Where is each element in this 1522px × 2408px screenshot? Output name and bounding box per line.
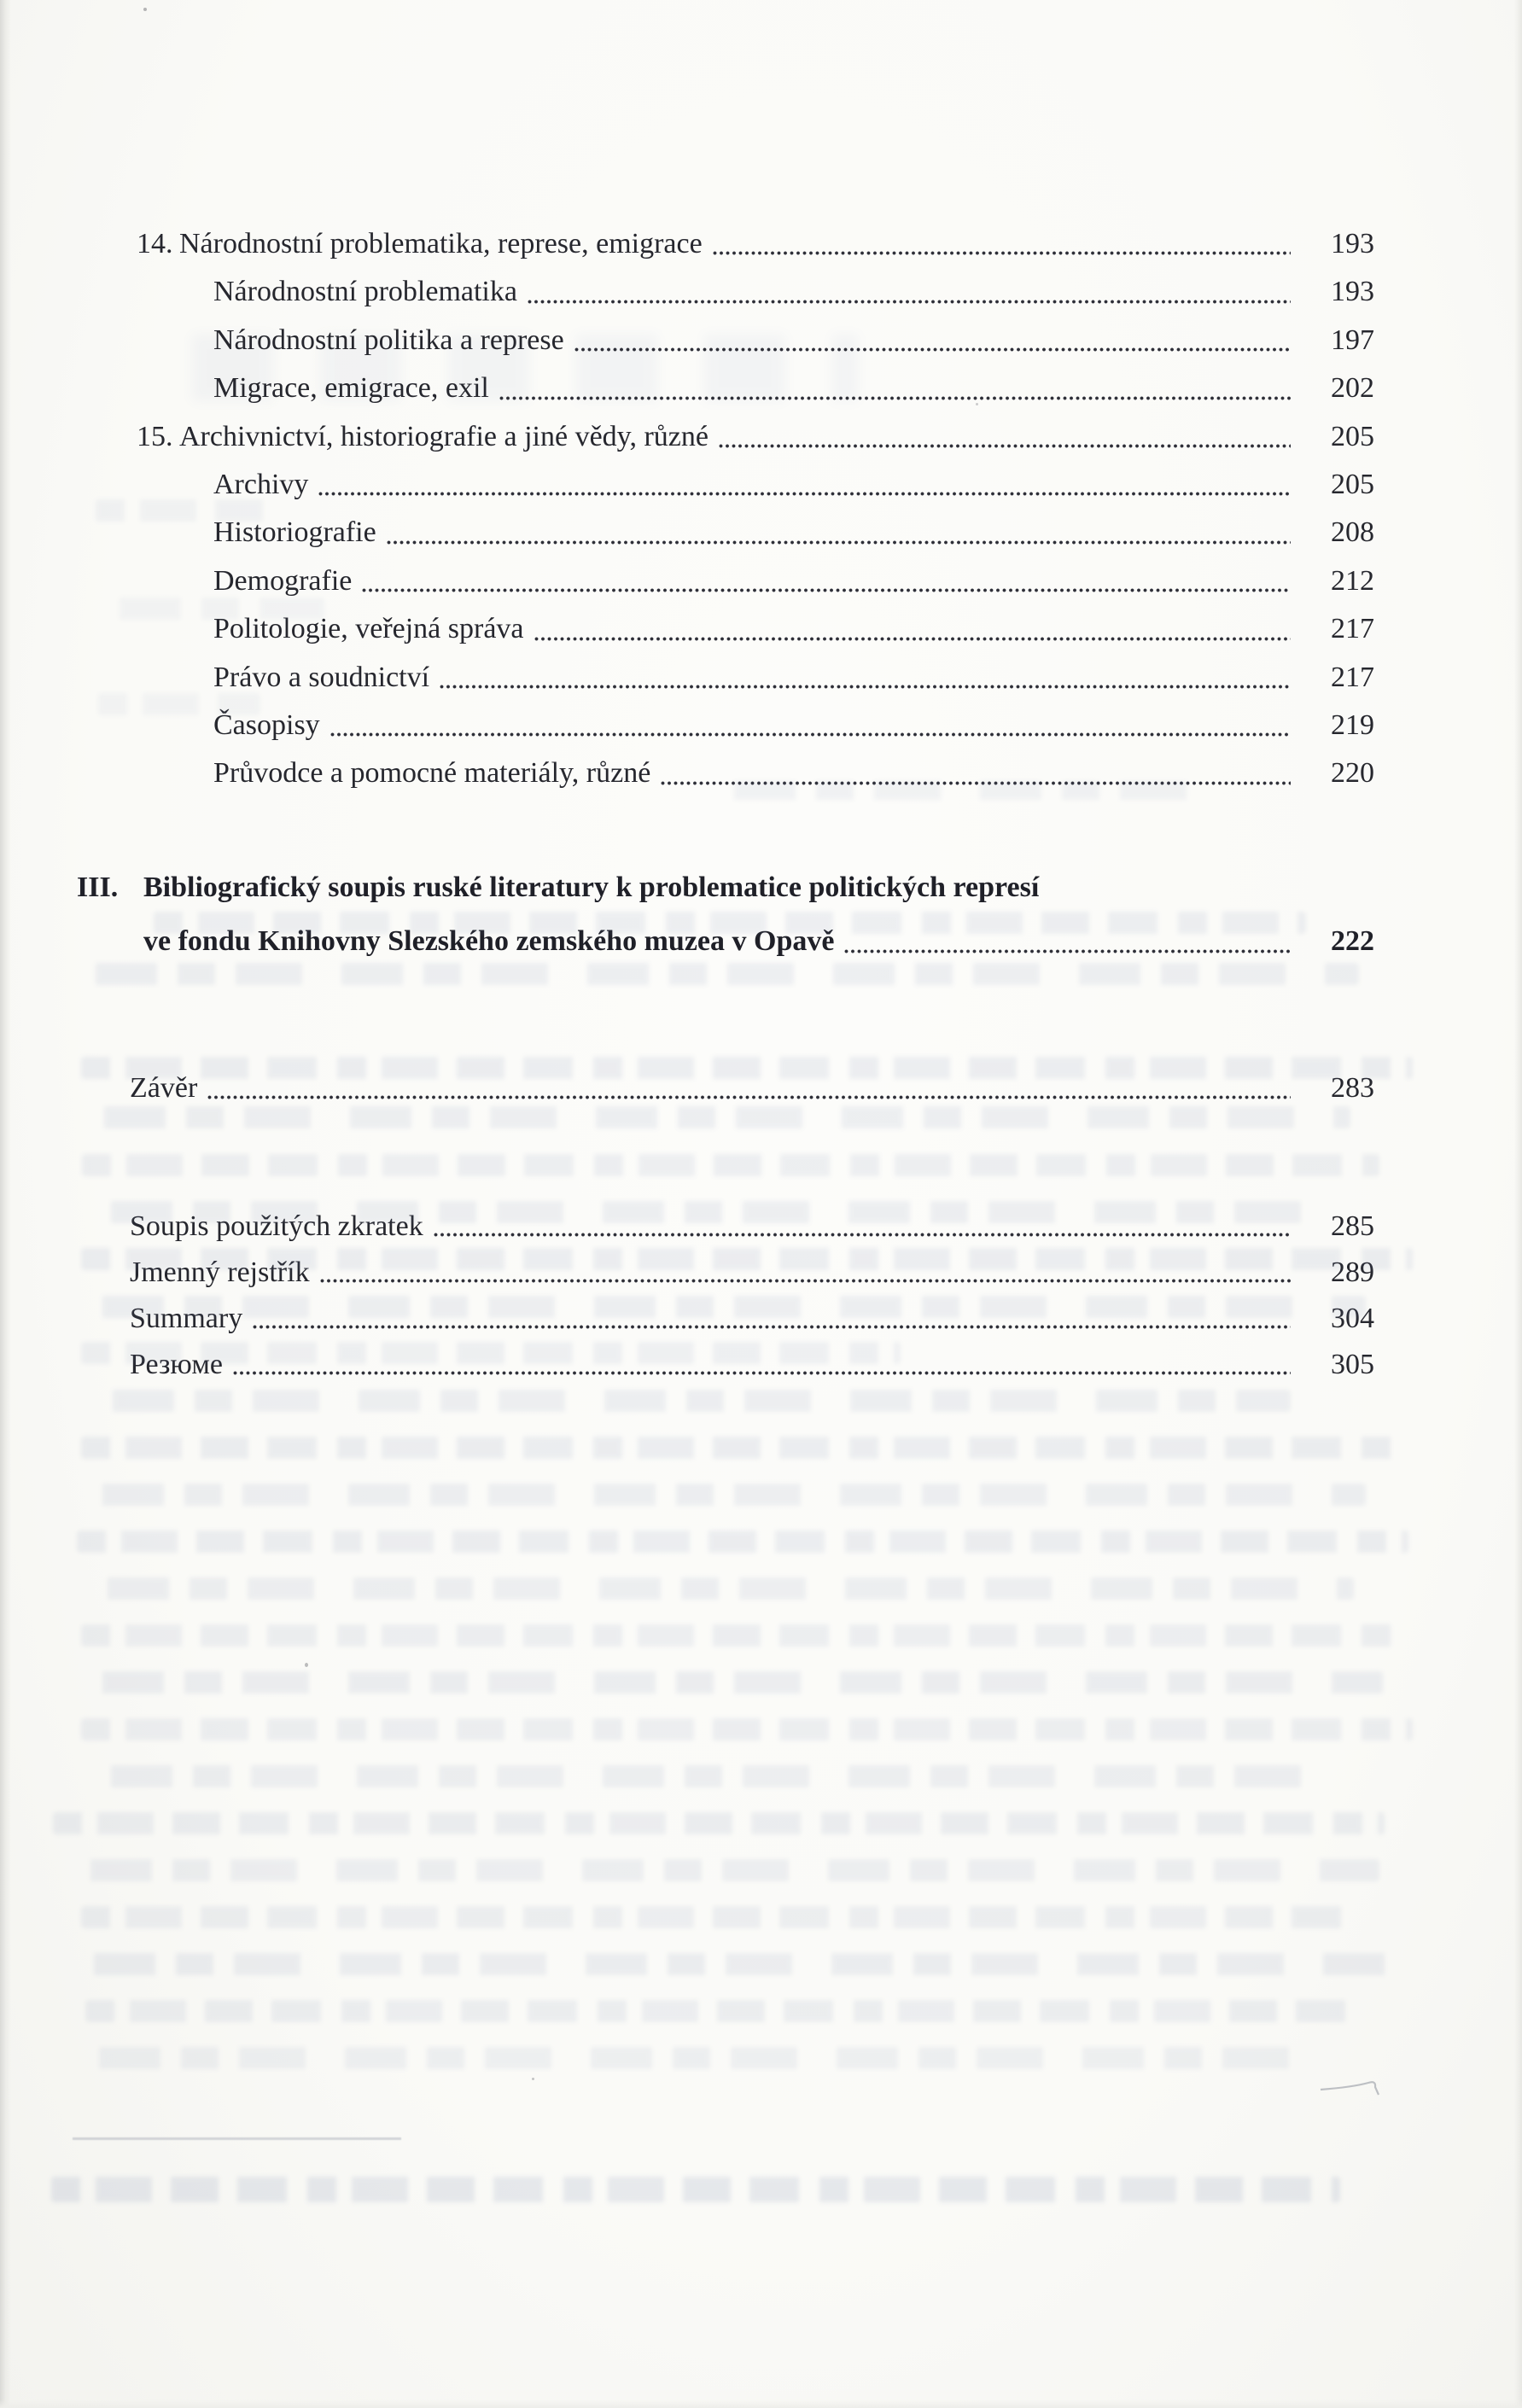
stray-mark bbox=[1319, 2076, 1391, 2098]
dot-leader bbox=[713, 251, 1291, 255]
bleed-through-line bbox=[73, 1859, 1379, 1881]
bleed-through-line bbox=[85, 1671, 1383, 1694]
dot-leader bbox=[440, 685, 1291, 689]
toc-entry-page: 222 bbox=[1331, 925, 1374, 957]
bleed-through-line bbox=[154, 912, 1306, 934]
toc-entry-label bbox=[137, 220, 703, 268]
toc-entry-page: 304 bbox=[1331, 1303, 1374, 1334]
dot-leader bbox=[253, 1325, 1291, 1329]
bleed-through-line bbox=[94, 1765, 1332, 1787]
toc-entry-page: 193 bbox=[1331, 276, 1374, 308]
toc-entry-page: 202 bbox=[1331, 372, 1374, 405]
dot-leader bbox=[362, 588, 1291, 592]
toc-entry-title: Závěr bbox=[130, 1072, 198, 1104]
dot-leader bbox=[574, 347, 1291, 352]
toc-entry-title: Soupis použitých zkratek bbox=[130, 1210, 423, 1242]
toc-entry-page: 205 bbox=[1331, 420, 1374, 452]
bleed-through-line bbox=[90, 1577, 1354, 1600]
bleed-through-line bbox=[82, 2047, 1303, 2069]
bleed-through-line bbox=[81, 1342, 901, 1364]
bleed-through-line bbox=[85, 2000, 1349, 2022]
bleed-through-line bbox=[81, 1437, 1404, 1459]
toc-entry bbox=[0, 317, 1374, 364]
dust-speck bbox=[532, 2078, 534, 2080]
dot-leader bbox=[233, 1371, 1291, 1375]
bleed-through-line bbox=[81, 1718, 1413, 1740]
dust-speck bbox=[976, 403, 978, 405]
toc-entry-title: Резюме bbox=[130, 1349, 223, 1380]
toc-entry bbox=[0, 268, 1374, 316]
toc-entry-page: 305 bbox=[1331, 1349, 1374, 1380]
toc-entry-label bbox=[137, 413, 709, 461]
toc-entry-number: 15. bbox=[137, 420, 173, 452]
toc-entry bbox=[0, 413, 1374, 461]
bleed-through-line bbox=[717, 781, 1195, 800]
dust-speck bbox=[143, 8, 147, 11]
bleed-through-line bbox=[96, 499, 275, 522]
part-heading-line1 bbox=[77, 860, 1374, 914]
bleed-footnote-line bbox=[51, 2177, 1340, 2202]
part-number: III. bbox=[77, 872, 119, 903]
toc-entry-title: Jmenný rejstřík bbox=[130, 1256, 310, 1288]
toc-entry-page: 289 bbox=[1331, 1256, 1374, 1288]
dot-leader bbox=[320, 1279, 1291, 1283]
bleed-through-line bbox=[102, 598, 324, 620]
toc-entry-page: 285 bbox=[1331, 1210, 1374, 1242]
scan-edge-right bbox=[1514, 0, 1522, 2408]
dot-leader bbox=[387, 540, 1291, 545]
dot-leader bbox=[534, 637, 1291, 641]
toc-entry-title: Demografie bbox=[213, 564, 353, 597]
dot-leader bbox=[318, 492, 1291, 496]
toc-entry-page: 208 bbox=[1331, 516, 1374, 549]
bleed-through-line bbox=[53, 1812, 1385, 1834]
toc-entry-title: Politologie, veřejná správa bbox=[213, 613, 524, 645]
dot-leader bbox=[844, 949, 1291, 953]
bleed-through-line bbox=[81, 1057, 1413, 1079]
dot-leader bbox=[330, 732, 1291, 737]
dot-leader bbox=[528, 300, 1291, 304]
bleed-through-line bbox=[82, 1154, 1379, 1176]
bleed-through-line bbox=[85, 1296, 1366, 1318]
bleed-through-line bbox=[77, 1531, 1408, 1553]
part-title: Bibliografický soupis ruské literatury k problematice politických represí bbox=[143, 872, 1040, 903]
toc-entry-number: 14. bbox=[137, 228, 173, 259]
toc-entry bbox=[0, 364, 1374, 412]
bleed-through-line bbox=[96, 1390, 1291, 1412]
bleed-through-line bbox=[81, 1248, 1413, 1270]
toc-entry-title: Národnostní problematika, represe, emigrace bbox=[179, 228, 703, 259]
bleed-through-line bbox=[85, 1484, 1366, 1506]
toc-entry-title: Archivnictví, historiografie a jiné vědy, různé bbox=[179, 420, 709, 452]
bleed-footnote-rule bbox=[73, 2137, 401, 2140]
toc-entry-title: Časopisy bbox=[213, 709, 320, 742]
dot-leader bbox=[434, 1233, 1291, 1237]
scan-edge-bottom bbox=[0, 2399, 1522, 2408]
toc-entry-title: Národnostní politika a represe bbox=[213, 324, 564, 356]
toc-entry bbox=[0, 220, 1374, 268]
toc-entry-page: 197 bbox=[1331, 324, 1374, 356]
toc-entry-page: 205 bbox=[1331, 469, 1374, 501]
bleed-through-line bbox=[77, 1953, 1391, 1975]
toc-entry-title: Historiografie bbox=[213, 516, 376, 549]
toc-entry-page: 217 bbox=[1331, 661, 1374, 693]
bleed-through-line bbox=[81, 1624, 1396, 1647]
bleed-through-line bbox=[98, 693, 260, 715]
toc-entry-title: Archivy bbox=[213, 469, 309, 501]
toc-entry-title: Právo a soudnictví bbox=[213, 661, 430, 693]
bleed-through-line bbox=[81, 1906, 1362, 1928]
toc-entry-title: Summary bbox=[130, 1303, 243, 1334]
toc-entry-page: 220 bbox=[1331, 757, 1374, 790]
bleed-through-line bbox=[87, 1106, 1350, 1128]
toc-entry-page: 212 bbox=[1331, 564, 1374, 597]
dot-leader bbox=[499, 396, 1291, 400]
toc-entry-page: 219 bbox=[1331, 709, 1374, 742]
dot-leader bbox=[719, 444, 1291, 448]
bleed-through-line bbox=[94, 1201, 1315, 1223]
toc-entry-page: 217 bbox=[1331, 613, 1374, 645]
toc-entry-title: Národnostní problematika bbox=[213, 276, 517, 308]
dust-speck bbox=[305, 1663, 308, 1667]
toc-entry-page: 193 bbox=[1331, 228, 1374, 259]
dot-leader bbox=[207, 1095, 1291, 1099]
bleed-through-line bbox=[79, 963, 1359, 985]
toc-entry-title: Migrace, emigrace, exil bbox=[213, 372, 489, 405]
toc-entry-page: 283 bbox=[1331, 1072, 1374, 1104]
part-title-continued: ve fondu Knihovny Slezského zemského muzea v Opavě bbox=[143, 925, 835, 957]
toc-entry-title: Průvodce a pomocné materiály, různé bbox=[213, 757, 651, 790]
